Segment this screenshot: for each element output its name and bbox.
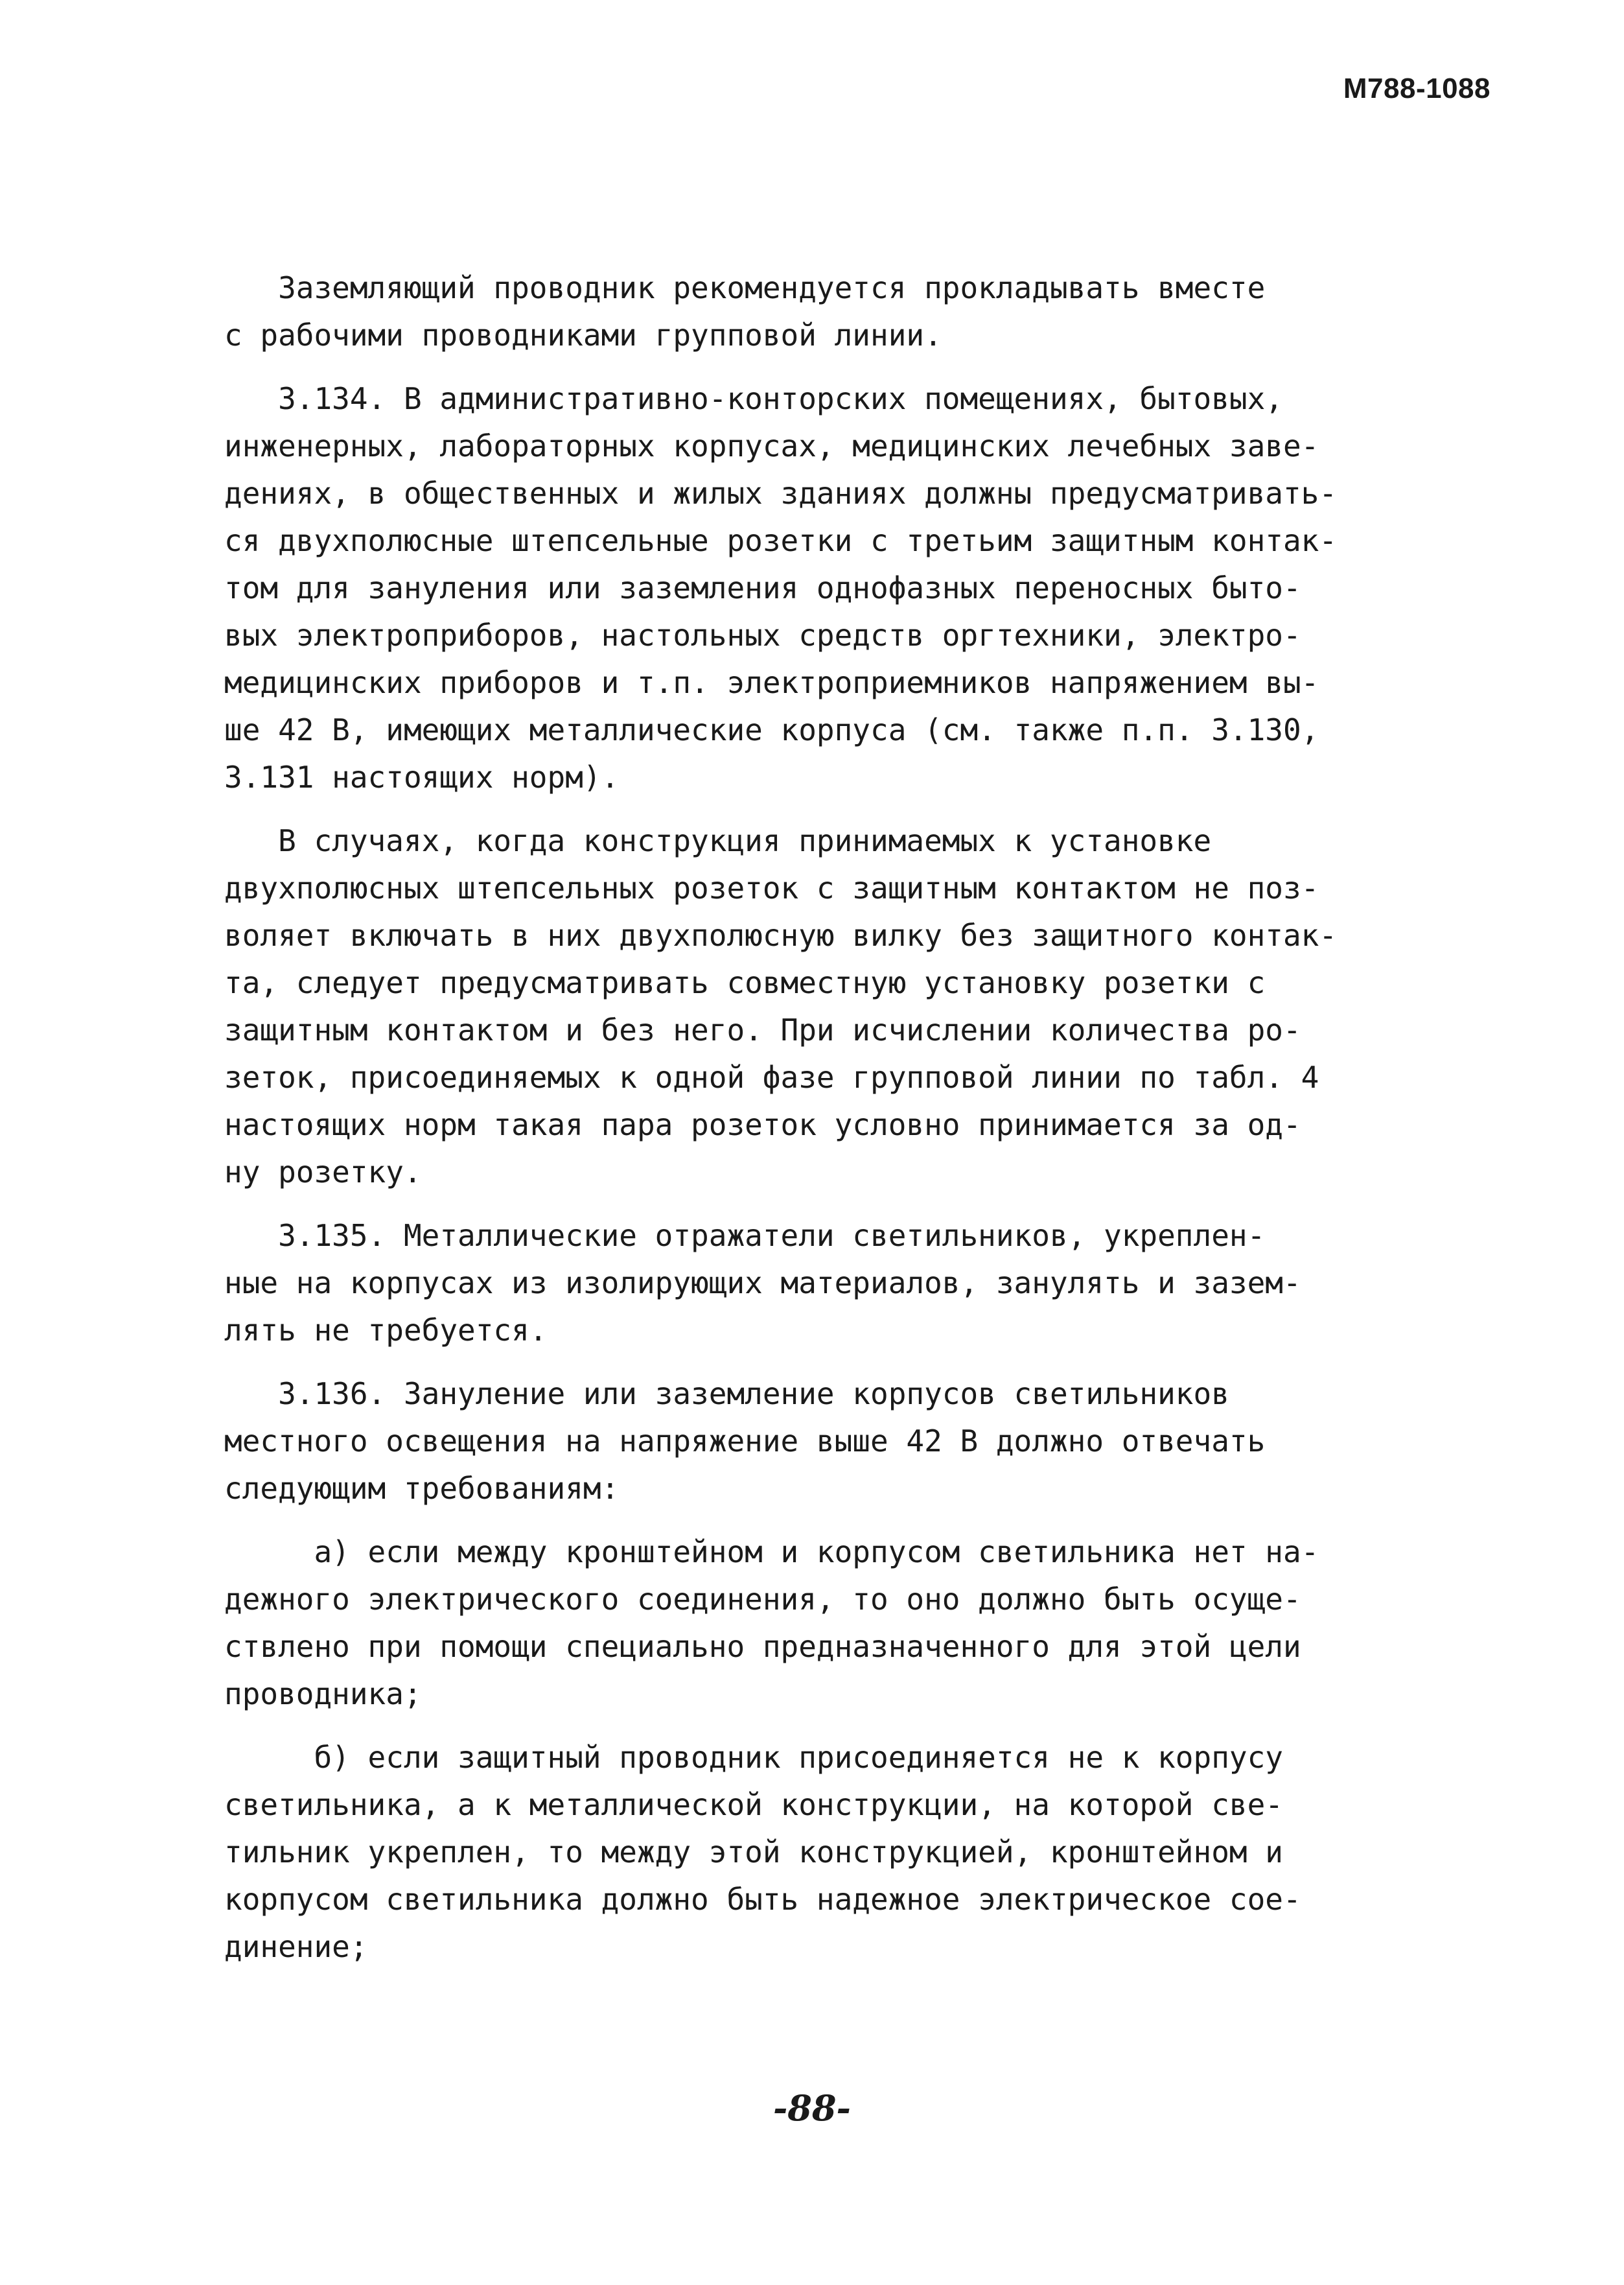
text-line: местного освещения на напряжение выше 42 В должно отвечать xyxy=(224,1424,1266,1459)
paragraph-socket-pairs xyxy=(224,817,1449,1196)
text-line: дежного электрического соединения, то оно должно быть осуще- xyxy=(224,1582,1301,1617)
text-line: 3.136. Зануление или заземление корпусов светильников xyxy=(224,1376,1229,1411)
paragraph-3-135 xyxy=(224,1212,1449,1354)
text-line: светильника, а к металлической конструкции, на которой све- xyxy=(224,1787,1283,1822)
text-line: ну розетку. xyxy=(224,1154,422,1189)
text-line: ся двухполюсные штепсельные розетки с третьим защитным контак- xyxy=(224,523,1338,558)
document-code: М788-1088 xyxy=(1343,73,1491,104)
text-line: 3.135. Металлические отражатели светильников, укреплен- xyxy=(224,1218,1266,1253)
text-line: ше 42 В, имеющих металлические корпуса (см. также п.п. 3.130, xyxy=(224,712,1319,747)
text-line: лять не требуется. xyxy=(224,1313,548,1348)
text-line: 3.134. В административно-конторских помещениях, бытовых, xyxy=(224,381,1283,416)
text-line: корпусом светильника должно быть надежное электрическое сое- xyxy=(224,1882,1301,1917)
text-line: динение; xyxy=(224,1929,368,1964)
text-line: с рабочими проводниками групповой линии. xyxy=(224,318,942,353)
text-line: вых электроприборов, настольных средств оргтехники, электро- xyxy=(224,618,1301,653)
text-line: медицинских приборов и т.п. электроприемников напряжением вы- xyxy=(224,665,1319,700)
document-body xyxy=(224,264,1449,1987)
text-line: В случаях, когда конструкция принимаемых к установке xyxy=(224,823,1212,858)
list-item-b xyxy=(224,1734,1449,1971)
text-line: защитным контактом и без него. При исчислении количества ро- xyxy=(224,1013,1301,1048)
paragraph-3-134 xyxy=(224,375,1449,801)
text-line: а) если между кронштейном и корпусом светильника нет на- xyxy=(224,1534,1319,1569)
text-line: Заземляющий проводник рекомендуется прокладывать вместе xyxy=(224,270,1266,305)
text-line: зеток, присоединяемых к одной фазе групповой линии по табл. 4 xyxy=(224,1060,1319,1095)
text-line: тильник укреплен, то между этой конструкцией, кронштейном и xyxy=(224,1834,1283,1869)
text-line: ствлено при помощи специально предназначенного для этой цели xyxy=(224,1629,1301,1664)
text-line: двухполюсных штепсельных розеток с защитным контактом не поз- xyxy=(224,871,1319,906)
list-item-a xyxy=(224,1529,1449,1718)
text-line: дениях, в общественных и жилых зданиях должны предусматривать- xyxy=(224,476,1338,511)
page-number: -88- xyxy=(773,2087,851,2129)
text-line: том для зануления или заземления однофазных переносных быто- xyxy=(224,570,1301,605)
paragraph-grounding-conductor xyxy=(224,264,1449,359)
text-line: инженерных, лабораторных корпусах, медицинских лечебных заве- xyxy=(224,428,1319,463)
text-line: ные на корпусах из изолирующих материалов, занулять и зазем- xyxy=(224,1265,1301,1300)
text-line: воляет включать в них двухполюсную вилку без защитного контак- xyxy=(224,918,1338,953)
paragraph-3-136 xyxy=(224,1370,1449,1512)
text-line: проводника; xyxy=(224,1676,422,1711)
text-line: 3.131 настоящих норм). xyxy=(224,760,620,795)
text-line: следующим требованиям: xyxy=(224,1471,620,1506)
text-line: б) если защитный проводник присоединяется не к корпусу xyxy=(224,1740,1283,1775)
text-line: настоящих норм такая пара розеток условно принимается за од- xyxy=(224,1107,1301,1142)
text-line: та, следует предусматривать совместную установку розетки с xyxy=(224,965,1266,1000)
